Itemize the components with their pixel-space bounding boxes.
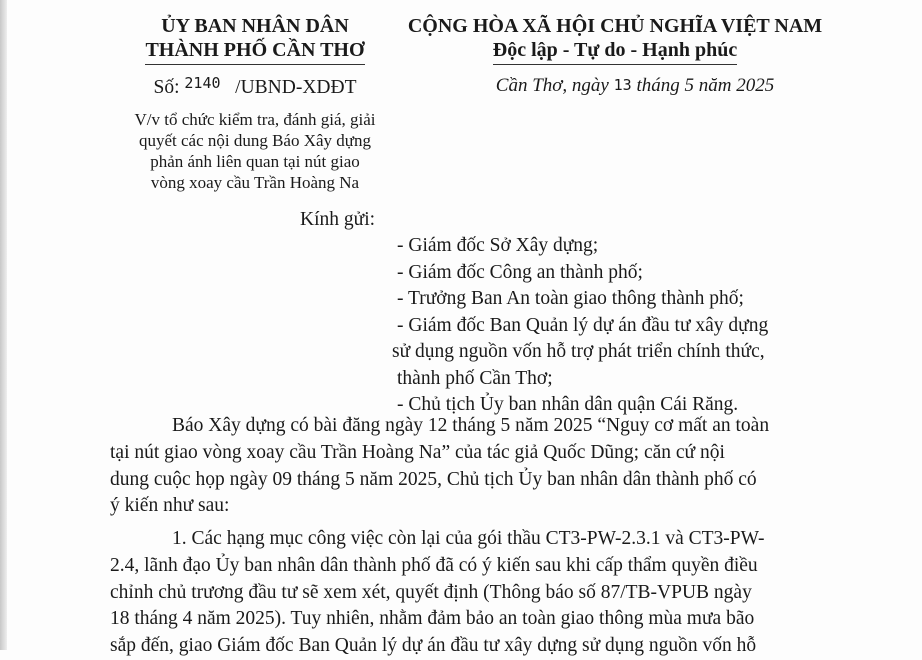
number-prefix: Số: xyxy=(153,77,180,98)
body-line: tại nút giao vòng xoay cầu Trần Hoàng Na” của tác giả Quốc Dũng; căn cứ nội xyxy=(110,441,725,463)
issuer-line1: ỦY BAN NHÂN DÂN xyxy=(161,15,349,37)
national-title: CỘNG HÒA XÃ HỘI CHỦ NGHĨA VIỆT NAM xyxy=(407,15,823,37)
subject xyxy=(95,109,415,193)
body-line: sắp đến, giao Giám đốc Ban Quản lý dự án đầu tư xây dựng sử dụng nguồn vốn hỗ xyxy=(110,635,757,657)
issuer-name: THÀNH PHỐ CẦN THƠ xyxy=(145,39,364,65)
body-line: 1. Các hạng mục công việc còn lại của gói thầu CT3-PW-2.3.1 và CT3-PW- xyxy=(172,528,765,549)
body-line: ý kiến như sau: xyxy=(110,495,230,517)
recipient: - Giám đốc Sở Xây dựng; xyxy=(397,235,599,256)
body-line: 18 tháng 4 năm 2025). Tuy nhiên, nhằm đảm bảo an toàn giao thông mùa mưa bão xyxy=(110,608,755,630)
body-paragraph-1 xyxy=(110,413,835,520)
date-day: 13 xyxy=(613,76,632,94)
date-prefix: Cần Thơ, ngày xyxy=(495,75,609,96)
number-handwritten: 2140 xyxy=(184,74,221,92)
subject-line: V/v tổ chức kiểm tra, đánh giá, giải xyxy=(134,110,376,129)
recipients-label: Kính gửi: xyxy=(300,209,376,230)
recipient: - Giám đốc Công an thành phố; xyxy=(397,261,643,283)
body-line: Báo Xây dựng có bài đăng ngày 12 tháng 5 năm 2025 “Nguy cơ mất an toàn xyxy=(172,415,770,436)
date-suffix: tháng 5 năm 2025 xyxy=(636,75,775,96)
recipient: - Chủ tịch Ủy ban nhân dân quận Cái Răng. xyxy=(397,394,739,415)
recipient: - Trưởng Ban An toàn giao thông thành phố; xyxy=(397,288,744,309)
recipient: - Giám đốc Ban Quản lý dự án đầu tư xây dựng xyxy=(397,314,769,336)
document-number xyxy=(95,74,415,99)
recipient: sử dụng nguồn vốn hỗ trợ phát triển chính thức, xyxy=(392,341,765,362)
motto-wrap xyxy=(400,39,830,65)
motto: Độc lập - Tự do - Hạnh phúc xyxy=(493,39,737,65)
page-edge xyxy=(0,0,7,650)
date-line xyxy=(420,75,850,97)
body-line: dung cuộc họp ngày 09 tháng 5 năm 2025, Chủ tịch Ủy ban nhân dân thành phố có xyxy=(110,468,757,490)
body-line: 2.4, lãnh đạo Ủy ban nhân dân thành phố đã có ý kiến sau khi cấp thẩm quyền điều xyxy=(110,554,758,576)
subject-line: vòng xoay cầu Trần Hoàng Na xyxy=(150,173,360,192)
subject-line: phản ánh liên quan tại nút giao xyxy=(150,152,360,171)
body-line: chỉnh chủ trương đầu tư sẽ xem xét, quyết định (Thông báo số 87/TB-VPUB ngày xyxy=(110,581,752,603)
recipients-list xyxy=(392,233,769,419)
recipient: thành phố Cần Thơ; xyxy=(397,367,553,389)
issuer-line2 xyxy=(95,39,415,65)
number-suffix: /UBND-XDĐT xyxy=(235,77,357,98)
subject-line: quyết các nội dung Báo Xây dựng xyxy=(138,131,372,150)
body-paragraph-2 xyxy=(110,526,835,660)
